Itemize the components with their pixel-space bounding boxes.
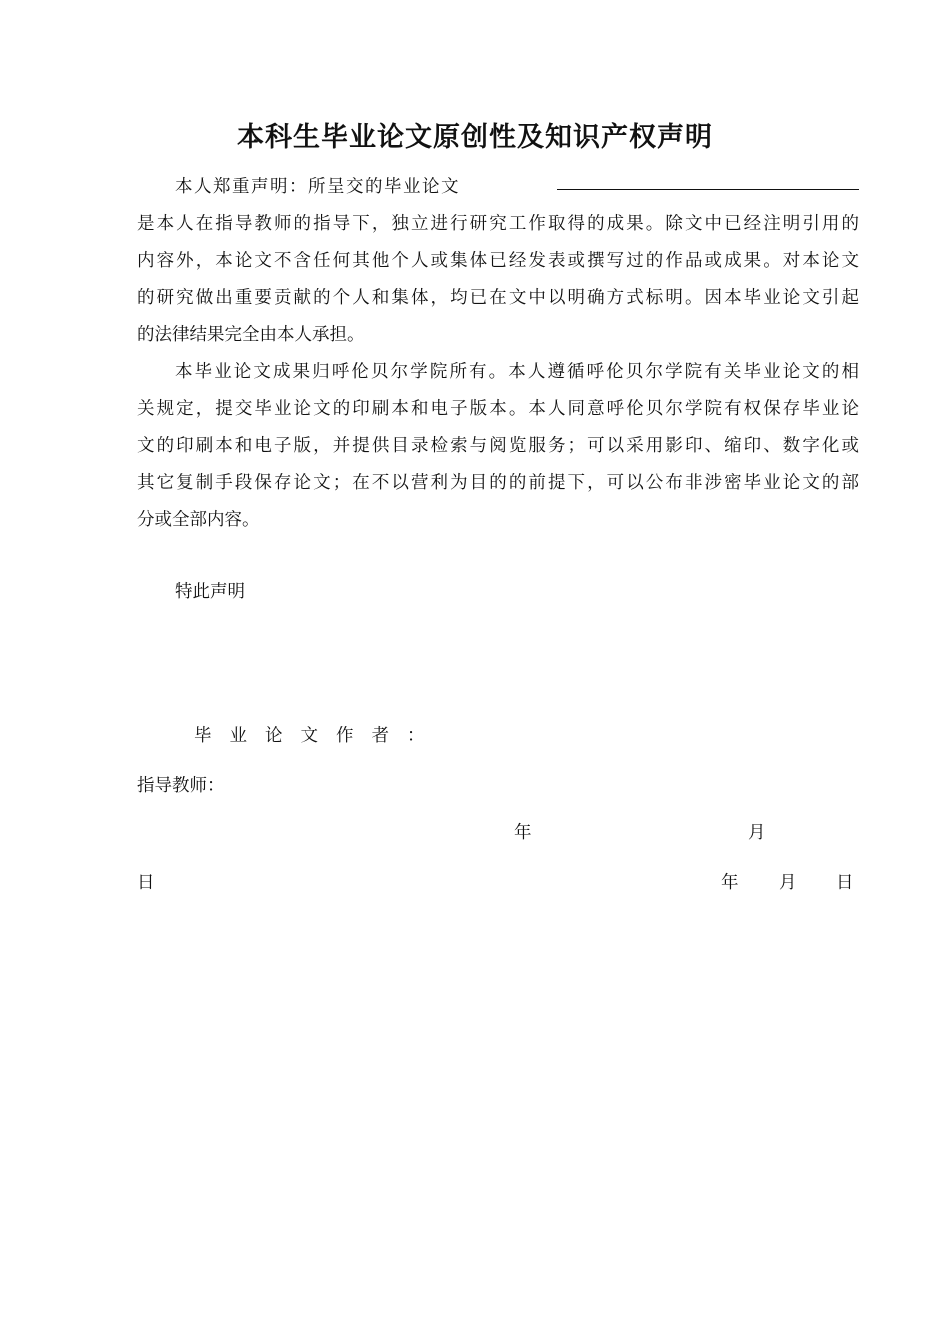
advisor-date-year: 年 bbox=[721, 873, 739, 893]
advisor-date-day: 日 bbox=[836, 873, 854, 893]
paragraph-1-line: 是本人在指导教师的指导下，独立进行研究工作取得的成果。除文中已经注明引用的 bbox=[137, 214, 859, 234]
thesis-title-blank-line bbox=[557, 189, 859, 190]
paragraph-2-line: 关规定，提交毕业论文的印刷本和电子版本。本人同意呼伦贝尔学院有权保存毕业论 bbox=[137, 399, 859, 419]
closing-statement: 特此声明 bbox=[175, 582, 245, 602]
author-signature-label: 毕业论文作者： bbox=[194, 726, 443, 746]
author-date-month: 月 bbox=[748, 823, 766, 843]
advisor-date-month: 月 bbox=[779, 873, 797, 893]
declaration-intro: 本人郑重声明：所呈交的毕业论文 bbox=[175, 177, 460, 197]
paragraph-2-line: 分或全部内容。 bbox=[137, 510, 260, 530]
author-date-day: 日 bbox=[137, 873, 155, 893]
paragraph-2-line: 其它复制手段保存论文；在不以营利为目的的前提下，可以公布非涉密毕业论文的部 bbox=[137, 473, 859, 493]
paragraph-1-line: 内容外，本论文不含任何其他个人或集体已经发表或撰写过的作品或成果。对本论文 bbox=[137, 251, 859, 271]
advisor-signature-label: 指导教师： bbox=[137, 776, 225, 796]
paragraph-2-line: 本毕业论文成果归呼伦贝尔学院所有。本人遵循呼伦贝尔学院有关毕业论文的相 bbox=[175, 362, 859, 382]
paragraph-1-line: 的研究做出重要贡献的个人和集体，均已在文中以明确方式标明。因本毕业论文引起 bbox=[137, 288, 859, 308]
paragraph-2-line: 文的印刷本和电子版，并提供目录检索与阅览服务；可以采用影印、缩印、数字化或 bbox=[137, 436, 859, 456]
paragraph-1-line: 的法律结果完全由本人承担。 bbox=[137, 325, 365, 345]
author-date-year: 年 bbox=[514, 823, 532, 843]
page-title: 本科生毕业论文原创性及知识产权声明 bbox=[237, 122, 713, 153]
